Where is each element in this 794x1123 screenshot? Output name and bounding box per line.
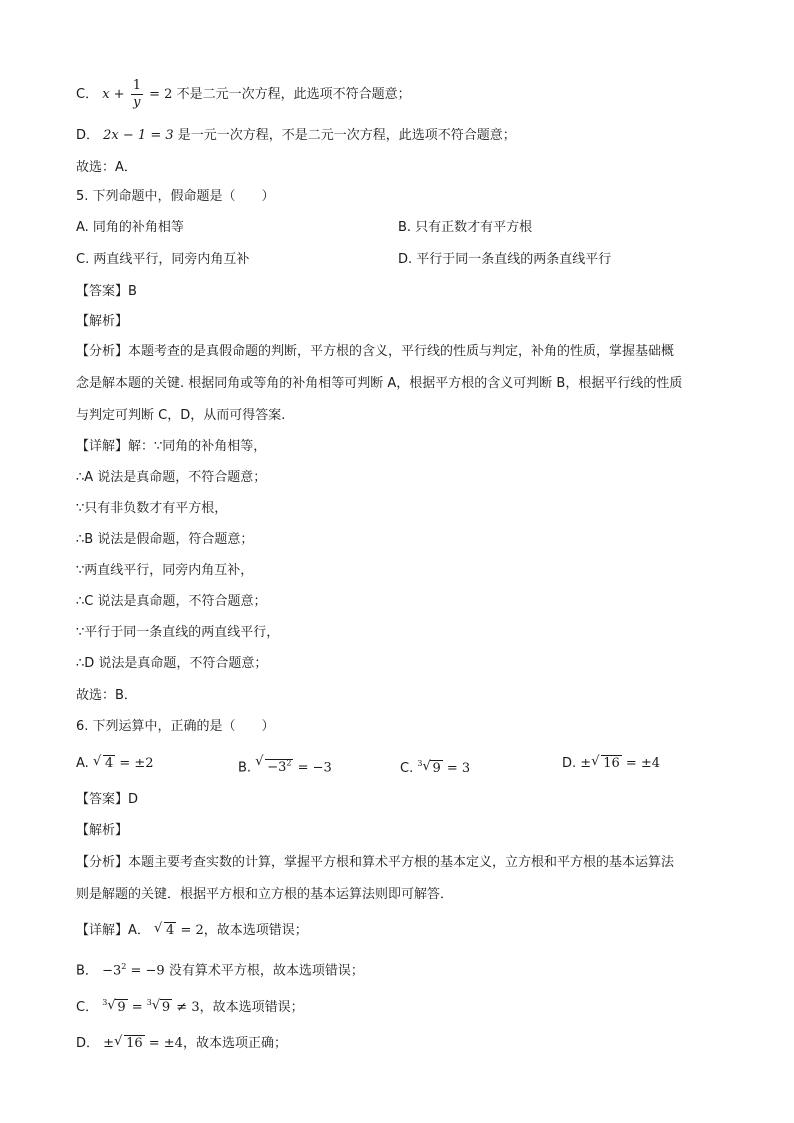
q5-analysis-title: 【解析】 <box>76 314 129 329</box>
math-expression: ≠ 3 <box>176 1000 200 1015</box>
q5-detail-line: 【详解】解：∵同角的补角相等， <box>76 439 267 454</box>
radical-sign: √ <box>255 754 264 769</box>
fraction-numerator: 1 <box>132 78 141 93</box>
q6-options-row <box>76 754 716 774</box>
q6-detail-d <box>76 1034 287 1054</box>
explanation-text: 是一元一次方程，不是二元一次方程，此选项不符合题意； <box>177 128 516 143</box>
explanation-text: ，故本选项正确； <box>182 1036 287 1051</box>
q6-detail-b <box>76 957 364 981</box>
q6-answer: 【答案】D <box>76 792 139 807</box>
exponent: 2 <box>121 962 127 971</box>
q6-detail-a <box>76 921 308 941</box>
explanation-text: 不是二元一次方程，此选项不符合题意； <box>176 87 411 102</box>
radical-sign: √ <box>114 1034 123 1049</box>
radicand: 4 <box>166 923 175 938</box>
q6-analysis-line-1: 【分析】本题主要考查实数的计算，掌握平方根和算术平方根的基本定义，立方根和平方根的基本运算法 <box>76 855 675 870</box>
q6-analysis-title: 【解析】 <box>76 823 129 838</box>
q6-analysis-line-2: 则是解题的关键．根据平方根和立方根的基本运算法则即可解答． <box>76 887 454 902</box>
plus-minus-sign: ± <box>103 1036 115 1051</box>
q5-analysis-line-1: 【分析】本题考查的是真假命题的判断，平方根的含义，平行线的性质与判定，补角的性质，掌握基础概 <box>76 344 675 359</box>
explanation-text: ，故本选项错误； <box>199 1000 304 1015</box>
square-root <box>93 754 115 774</box>
radical-sign: √ <box>107 998 116 1013</box>
q6-detail-c <box>76 993 304 1018</box>
math-expression: = 3 <box>446 761 471 776</box>
q5-detail-line: ∴D 说法是真命题，不符合题意； <box>76 656 268 671</box>
root-index: 3 <box>417 759 423 768</box>
math-expression: = 2 <box>180 923 204 938</box>
math-expression: = ±2 <box>119 756 154 771</box>
math-expression: = ±4 <box>625 756 661 771</box>
q6-option-d <box>562 754 660 774</box>
q5-option-d: D. 平行于同一条直线的两条直线平行 <box>398 252 612 267</box>
q5-option-b: B. 只有正数才有平方根 <box>398 220 533 235</box>
math-expression: = 2 <box>149 87 173 102</box>
radical-sign: √ <box>591 754 600 769</box>
radical-sign: √ <box>422 759 431 774</box>
exponent: 2 <box>286 759 292 768</box>
equals-sign: = <box>131 1000 143 1015</box>
radical-sign: √ <box>154 921 163 936</box>
cube-root <box>422 759 442 779</box>
q5-analysis-line-3: 与判定可判断 C，D，从而可得答案. <box>76 408 286 423</box>
prev-option-c-line <box>76 78 411 111</box>
option-label: D． <box>76 128 100 143</box>
q5-answer: 【答案】B <box>76 284 137 299</box>
q5-analysis-line-2: 念是解本题的关键. 根据同角或等角的补角相等可判断 A，根据平方根的含义可判断 B，根据平行线的性质 <box>76 376 683 391</box>
radical-sign: √ <box>92 754 102 769</box>
option-label: C. <box>400 761 414 776</box>
square-root <box>154 921 176 941</box>
option-label: B. <box>238 760 252 776</box>
square-root <box>114 1034 145 1054</box>
option-label: C． <box>76 87 99 102</box>
square-root <box>591 754 622 774</box>
prev-choose-line: 故选：A． <box>76 160 137 175</box>
radicand: 16 <box>126 1036 143 1051</box>
q5-choose-line: 故选：B． <box>76 688 137 703</box>
q5-detail-line: ∴A 说法是真命题，不符合题意； <box>76 470 267 485</box>
q6-option-a <box>76 754 154 774</box>
fraction <box>131 78 143 111</box>
radicand: 4 <box>104 756 114 771</box>
detail-label: B． <box>76 963 98 979</box>
detail-label: C． <box>76 1000 99 1015</box>
q5-detail-line: ∴C 说法是真命题，不符合题意； <box>76 594 267 609</box>
q5-options-row-2 <box>76 250 716 270</box>
radicand-base: −3 <box>267 760 287 776</box>
option-label: A. <box>76 756 89 771</box>
cube-root <box>152 998 172 1018</box>
math-expression: x + <box>102 87 125 102</box>
radical-sign: √ <box>151 998 161 1013</box>
detail-label: 【详解】A． <box>76 923 150 938</box>
cube-root <box>107 998 127 1018</box>
q5-stem: 5. 下列命题中，假命题是（ ） <box>76 189 275 204</box>
q5-detail-line: ∴B 说法是假命题，符合题意； <box>76 532 254 547</box>
q6-option-c <box>400 754 470 779</box>
root-index: 3 <box>102 998 108 1007</box>
radicand: 9 <box>161 1000 171 1015</box>
plus-minus-sign: ± <box>580 756 592 771</box>
q5-options-row-1 <box>76 218 716 238</box>
math-expression: −3 <box>102 963 122 979</box>
q6-option-b <box>238 754 332 778</box>
math-expression: = −3 <box>297 760 332 776</box>
detail-label: D． <box>76 1036 100 1051</box>
root-index: 3 <box>146 998 152 1007</box>
option-label: D. <box>562 756 577 771</box>
q5-detail-line: ∵平行于同一条直线的两直线平行， <box>76 625 280 640</box>
math-expression: 2x − 1 = 3 <box>103 128 174 143</box>
q5-detail-line: ∵两直线平行，同旁内角互补， <box>76 563 254 578</box>
q5-option-a: A. 同角的补角相等 <box>76 220 184 235</box>
radicand: 16 <box>603 756 620 771</box>
q6-stem: 6. 下列运算中，正确的是（ ） <box>76 719 275 734</box>
q5-detail-line: ∵只有非负数才有平方根， <box>76 501 228 516</box>
prev-option-d-line <box>76 126 516 146</box>
radicand <box>265 759 293 775</box>
q5-option-c: C. 两直线平行，同旁内角互补 <box>76 252 250 267</box>
fraction-denominator: y <box>133 95 141 110</box>
radicand: 9 <box>432 761 441 776</box>
math-expression: = −9 <box>130 963 165 979</box>
radicand: 9 <box>117 1000 126 1015</box>
explanation-text: 没有算术平方根，故本选项错误； <box>168 963 364 979</box>
square-root <box>255 754 293 778</box>
explanation-text: ，故本选项错误； <box>203 923 308 938</box>
math-expression: = ±4 <box>148 1036 183 1051</box>
